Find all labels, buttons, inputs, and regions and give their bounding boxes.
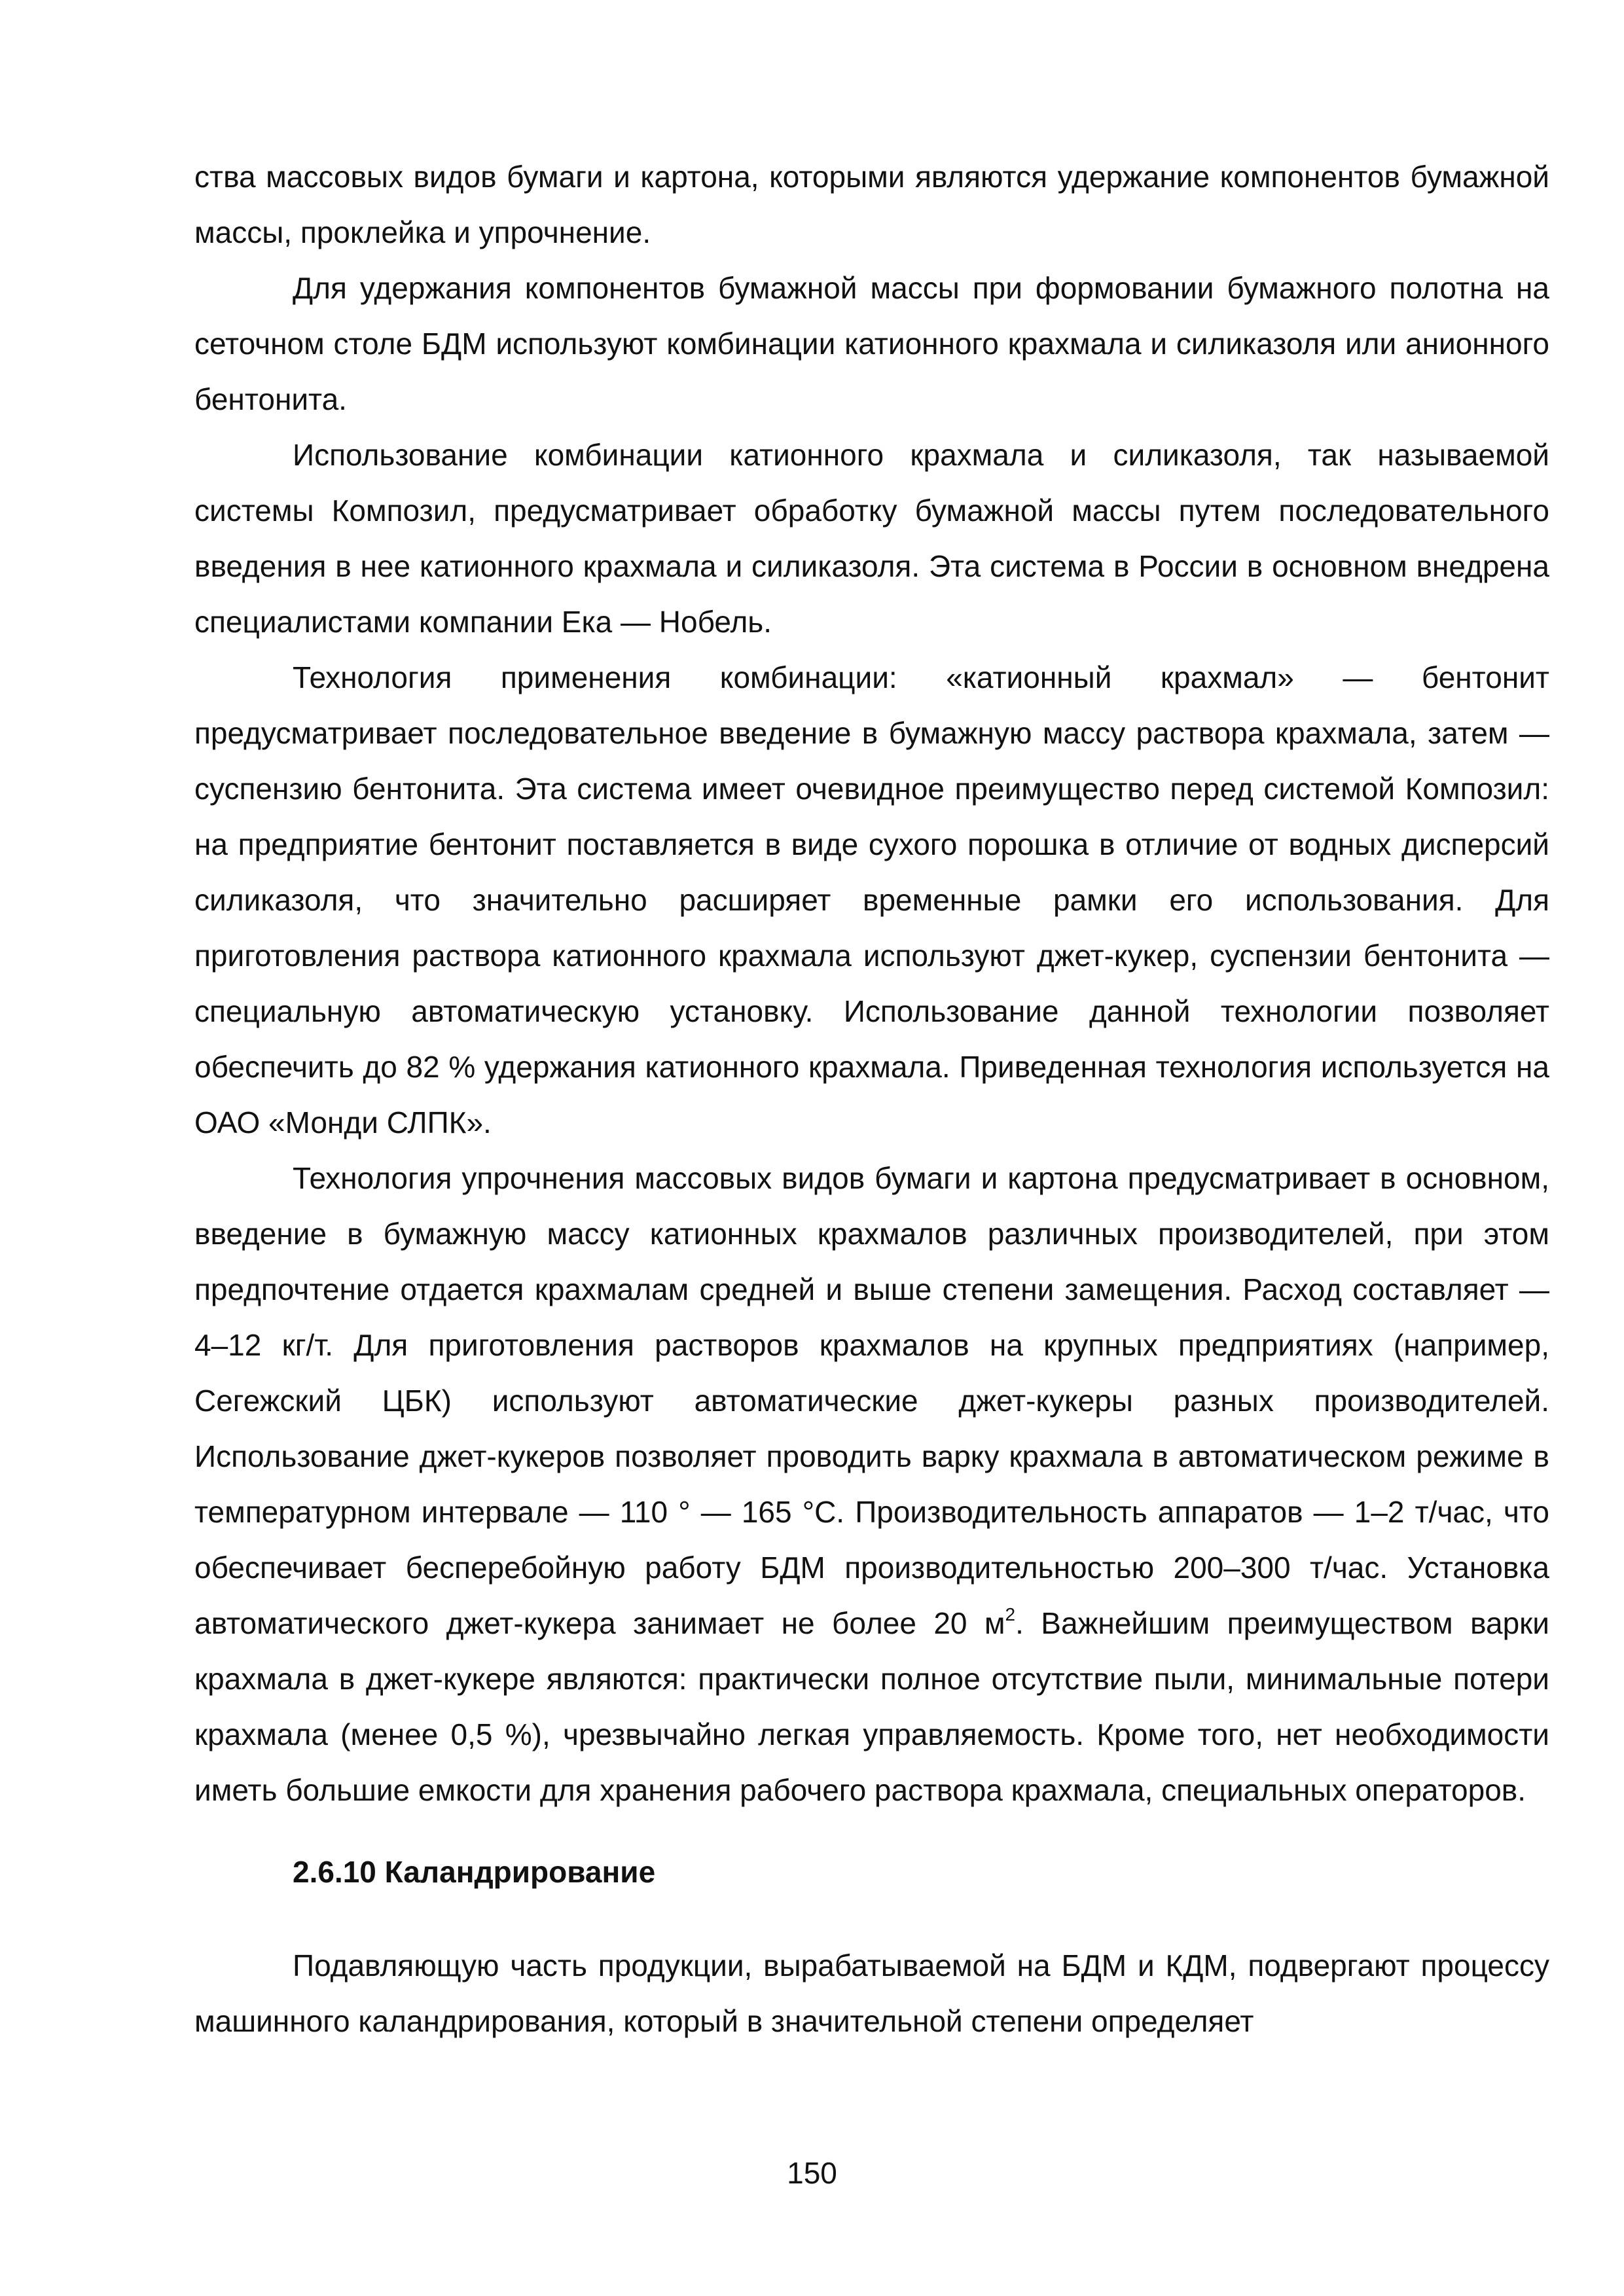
paragraph-strengthening-text-1: Технология упрочнения массовых видов бумаги и картона предусматривает в основном, введение в бумажную массу катионных крахмалов различных производителей, при этом предпочтение отдается крахмалам средней и выше степени замещения. Расход составляет — 4–12 кг/т. Для приготовления растворов крахмалов на крупных предприятиях (например, Сегежский ЦБК) используют автоматические джет-кукеры разных производителей. Использование джет-кукеров позволяет проводить варку крахмала в автоматическом режиме в температурном интервале — 110 ° — 165 °С. Производительность аппаратов — 1–2 т/час, что обеспечивает бесперебойную работу БДМ производительностью 200–300 т/час. Установка автоматического джет-кукера занимает не более 20 м	[194, 1161, 1549, 1640]
paragraph-continuation: ства массовых видов бумаги и картона, которыми являются удержание компонентов бумажной массы, проклейка и упрочнение.	[194, 160, 1549, 249]
body-text	[194, 149, 1549, 2049]
paragraph-retention: Для удержания компонентов бумажной массы при формовании бумажного полотна на сеточном столе БДМ используют комбинации катионного крахмала и силиказоля или анионного бентонита.	[194, 271, 1549, 416]
paragraph-strengthening-text-2: . Важнейшим преимуществом варки крахмала в джет-кукере являются: практически полное отсутствие пыли, минимальные потери крахмала (менее 0,5 %), чрезвычайно легкая управляемость. Кроме того, нет необходимости иметь большие емкости для хранения рабочего раствора крахмала, специальных операторов.	[194, 1606, 1549, 1807]
section-heading: 2.6.10 Каландрирование	[293, 1855, 656, 1889]
paragraph-bentonite: Технология применения комбинации: «катионный крахмал» — бентонит предусматривает последовательное введение в бумажную массу раствора крахмала, затем — суспензию бентонита. Эта система имеет очевидное преимущество перед системой Композил: на предприятие бентонит поставляется в виде сухого порошка в отличие от водных дисперсий силиказоля, что значительно расширяет временные рамки его использования. Для приготовления раствора катионного крахмала используют джет-кукер, суспензии бентонита — специальную автоматическую установку. Использование данной технологии позволяет обеспечить до 82 % удержания катионного крахмала. Приведенная технология используется на ОАО «Монди СЛПК».	[194, 660, 1549, 1139]
page-number: 150	[787, 2156, 837, 2190]
superscript-square: 2	[1005, 1604, 1016, 1624]
paragraph-strengthening	[194, 1151, 1549, 1818]
paragraph-composil: Использование комбинации катионного крахмала и силиказоля, так называемой системы Композил, предусматривает обработку бумажной массы путем последовательного введения в нее катионного крахмала и силиказоля. Эта система в России в основном внедрена специалистами компании Ека — Нобель.	[194, 438, 1549, 639]
paragraph-calendering: Подавляющую часть продукции, вырабатываемой на БДМ и КДМ, подвергают процессу машинного каландрирования, который в значительной степени определяет	[194, 1948, 1549, 2038]
